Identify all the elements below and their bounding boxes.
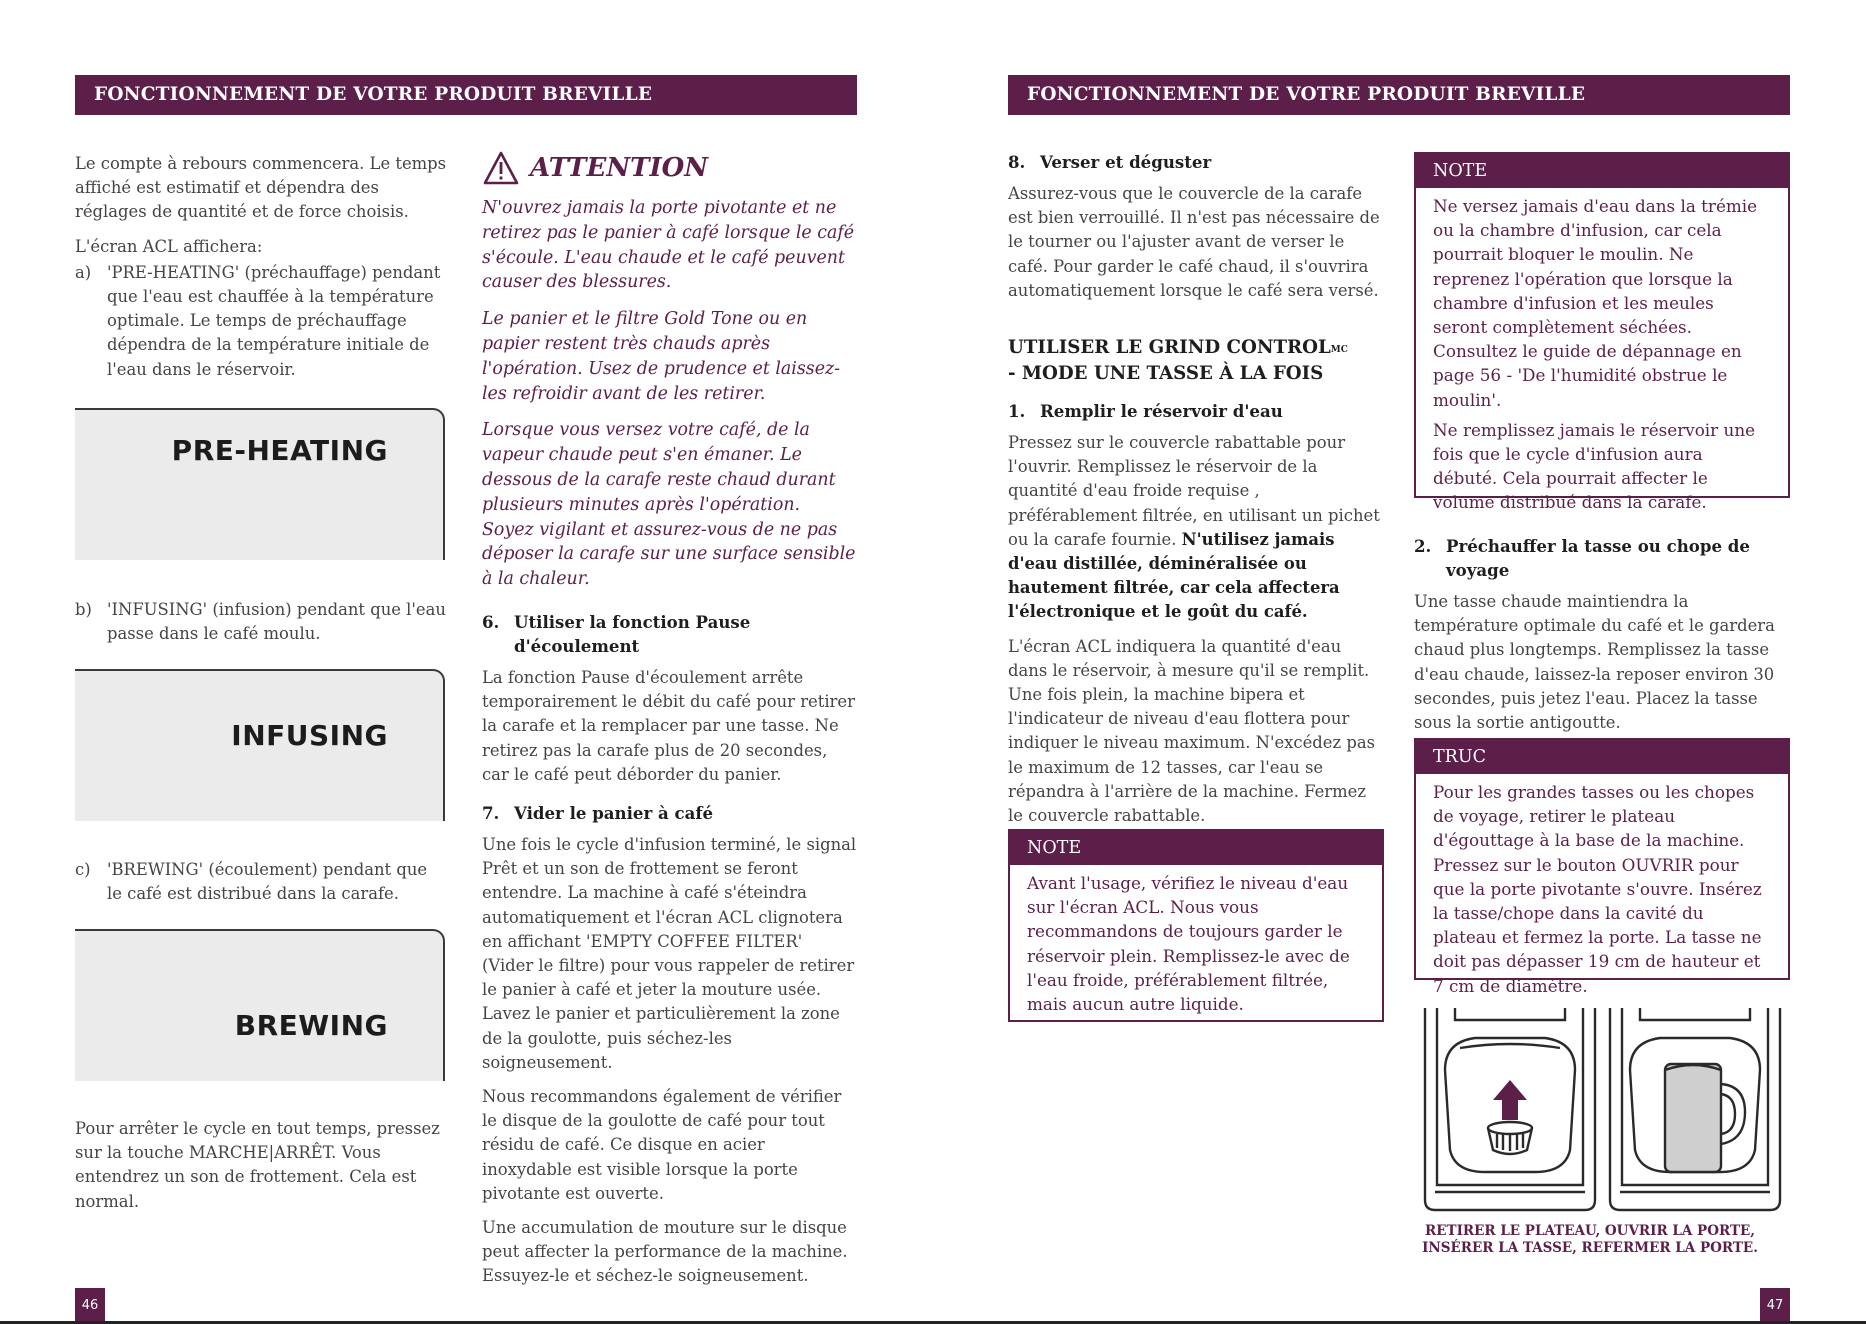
page-number-right: 47 (1760, 1288, 1790, 1324)
step-number: 8. (1008, 152, 1026, 172)
section-title-line-2: - MODE UNE TASSE À LA FOIS (1008, 363, 1324, 385)
step-2-heading (1414, 534, 1790, 582)
arrow-up-icon (1493, 1080, 1527, 1120)
step-7-text-3: Une accumulation de mouture sur le disque peut affecter la performance de la machine. Essuyez-le et séchez-le soigneusement. (482, 1218, 848, 1286)
step-1-text (1008, 431, 1383, 625)
list-text: 'BREWING' (écoulement) pendant que le café est distribué dans la carafe. (107, 860, 428, 904)
illustration-caption (1415, 1223, 1765, 1257)
list-marker: a) (75, 262, 92, 282)
section-title-sup: MC (1330, 345, 1348, 356)
list-item-b-wrap (75, 598, 447, 656)
note-body (1010, 865, 1382, 1030)
caption-line-1: RETIRER LE PLATEAU, OUVRIR LA PORTE, (1425, 1223, 1755, 1239)
step-2-text: Une tasse chaude maintiendra la température optimale du café et le gardera chaud plus longtemps. Remplissez la tasse d'eau chaude, laissez-la reposer environ 30 secondes, puis jetez l'eau. Placez la tasse sous la sortie antigoutte. (1414, 592, 1775, 733)
step-1-text-bold: N'utilisez jamais d'eau distillée, déminéralisée ou hautement filtrée, car cela affectera l'électronique et le goût du café. (1008, 529, 1340, 622)
step-7-text-2: Nous recommandons également de vérifier le disque de la goulotte de café pour tout résidu de café. Ce disque en acier inoxydable est visible lorsque la porte pivotante est ouverte. (482, 1087, 842, 1203)
note-box-water-level (1008, 829, 1384, 1022)
countdown-intro: Le compte à rebours commencera. Le temps affiché est estimatif et dépendra des réglages de quantité et de force choisis. (75, 154, 447, 222)
step-8-heading (1008, 150, 1383, 174)
step-number: 2. (1414, 536, 1432, 556)
step-1-text-2: L'écran ACL indiquera la quantité d'eau dans le réservoir, à mesure qu'il se remplit. Une fois plein, la machine bipera et l'indicateur de niveau d'eau flottera pour indiquer le niveau maximum. N'excédez pas le maximum de 12 tasses, car l'eau se répandra à l'arrière de la machine. Fermez le couvercle rabattable. (1008, 636, 1376, 826)
caption-line-2: INSÉRER LA TASSE, REFERMER LA PORTE. (1422, 1240, 1758, 1256)
step-7-heading (482, 801, 857, 825)
step-number: 6. (482, 611, 500, 632)
step-title: Préchauffer la tasse ou chope de voyage (1446, 536, 1750, 580)
list-text: 'INFUSING' (infusion) pendant que l'eau passe dans le café moulu. (107, 600, 446, 644)
lcd-display-brewing (75, 929, 445, 1081)
step-6-text: La fonction Pause d'écoulement arrête temporairement le débit du café pour retirer la carafe et la remplacer par une tasse. Ne retirez pas la carafe plus de 20 secondes, car le café peut déborder du panier. (482, 667, 855, 784)
step-title: Vider le panier à café (514, 802, 714, 823)
lcd-text: INFUSING (231, 719, 388, 752)
list-text: 'PRE-HEATING' (préchauffage) pendant que l'eau est chauffée à la température optimale. Le temps de préchauffage dépendra de la température initiale de l'eau dans le réservoir. (107, 262, 441, 379)
lcd-display-preheating (75, 408, 445, 560)
tip-body (1416, 774, 1788, 1012)
note-body (1416, 188, 1788, 529)
left-page-header: FONCTIONNEMENT DE VOTRE PRODUIT BREVILLE (75, 75, 857, 115)
note-title: NOTE (1010, 831, 1382, 865)
section-title (1008, 335, 1383, 387)
note-text-1: Ne versez jamais d'eau dans la trémie ou la chambre d'infusion, car cela pourrait bloquer le moulin. Ne reprenez l'opération que lorsque la chambre d'infusion et les meules seront complètement séchées. Consultez le guide de dépannage en page 56 - 'De l'humidité obstrue le moulin'. (1433, 196, 1758, 410)
outro-text: Pour arrêter le cycle en tout temps, pressez sur la touche MARCHE|ARRÊT. Vous entendrez un son de frottement. Cela est normal. (75, 1119, 440, 1211)
warning-text-3: Lorsque vous versez votre café, de la vapeur chaude peut s'en émaner. Le dessous de la carafe reste chaud durant plusieurs minutes après l'opération. Soyez vigilant et assurez-vous de ne pas déposer la carafe sur une surface sensible à la chaleur. (482, 420, 856, 590)
list-item-c (75, 858, 447, 906)
step-1-text-plain: Pressez sur le couvercle rabattable pour l'ouvrir. Remplissez le réservoir de la quantité d'eau froide requise , préférablement filtrée, en utilisant un pichet ou la carafe fournie. (1008, 433, 1380, 549)
right-column-1 (1008, 150, 1383, 838)
lcd-display-infusing (75, 669, 445, 821)
warning-text-1: N'ouvrez jamais la porte pivotante et ne retirez pas le panier à café lorsque le café s'écoule. L'eau chaude et le café peuvent causer des blessures. (482, 198, 855, 293)
left-column-1 (75, 152, 447, 392)
list-marker: c) (75, 860, 91, 879)
step-number: 1. (1008, 401, 1026, 422)
list-marker: b) (75, 600, 92, 619)
note-text: Avant l'usage, vérifiez le niveau d'eau sur l'écran ACL. Nous vous recommandons de toujours garder le réservoir plein. Remplissez-le avec de l'eau froide, préférablement filtrée, mais aucun autre liquide. (1027, 873, 1350, 1015)
note-title: NOTE (1416, 154, 1788, 188)
tip-text: Pour les grandes tasses ou les chopes de voyage, retirer le plateau d'égouttage à la base de la machine. Pressez sur le bouton OUVRIR pour que la porte pivotante s'ouvre. Insérez la tasse/chope dans la cavité du plateau et fermez la porte. La tasse ne doit pas dépasser 19 cm de hauteur et 7 cm de diamètre. (1433, 782, 1762, 996)
list-item-c-wrap (75, 858, 447, 916)
step-1-heading (1008, 399, 1383, 423)
step-title: Remplir le réservoir d'eau (1040, 401, 1283, 422)
note-text-2: Ne remplissez jamais le réservoir une fois que le cycle d'infusion aura débuté. Cela pourrait affecter le volume distribué dans la carafe. (1433, 419, 1756, 513)
machine-illustration (1415, 1000, 1790, 1222)
lcd-text: PRE-HEATING (171, 434, 388, 467)
attention-title: ATTENTION (530, 153, 709, 183)
step-6-heading (482, 610, 857, 658)
tip-box (1414, 738, 1790, 996)
panel-insert-mug (1610, 1008, 1780, 1210)
step-title: Utiliser la fonction Pause d'écoulement (514, 611, 751, 656)
step-number: 7. (482, 802, 500, 823)
list-item-a (75, 261, 447, 382)
left-column-2 (482, 150, 857, 1299)
attention-heading (482, 150, 857, 186)
lcd-text: BREWING (234, 1009, 388, 1042)
step-title: Verser et déguster (1040, 152, 1212, 172)
step-8-text: Assurez-vous que le couvercle de la carafe est bien verrouillé. Il n'est pas nécessaire de le tourner ou l'ajuster avant de verser le café. Pour garder le café chaud, il s'ouvrira automatiquement lorsque le café sera versé. (1008, 184, 1380, 300)
right-page-header: FONCTIONNEMENT DE VOTRE PRODUIT BREVILLE (1008, 75, 1790, 115)
warning-text-2: Le panier et le filtre Gold Tone ou en papier restent très chauds après l'opération. Usez de prudence et laissez-les refroidir avant de les retirer. (482, 309, 841, 404)
tip-title: TRUC (1416, 740, 1788, 774)
section-title-line-1: UTILISER LE GRIND CONTROL (1008, 337, 1331, 359)
lcd-intro: L'écran ACL affichera: (75, 236, 263, 256)
right-column-2 (1414, 534, 1790, 745)
cycle-stop-note (75, 1117, 447, 1224)
warning-triangle-icon (482, 150, 520, 186)
step-7-text-1: Une fois le cycle d'infusion terminé, le signal Prêt et un son de frottement se feront entendre. La machine à café s'éteindra automatiquement et l'écran ACL clignotera en affichant 'EMPTY COFFEE FILTER' (Vider le filtre) pour vous rappeler de retirer le panier à café et jeter la mouture usée. Lavez le panier et particulièrement la zone de la goulotte, puis séchez-les soigneusement. (482, 834, 857, 1072)
note-box-grinder (1414, 152, 1790, 513)
page-number-left: 46 (75, 1288, 105, 1324)
list-item-b (75, 598, 447, 646)
